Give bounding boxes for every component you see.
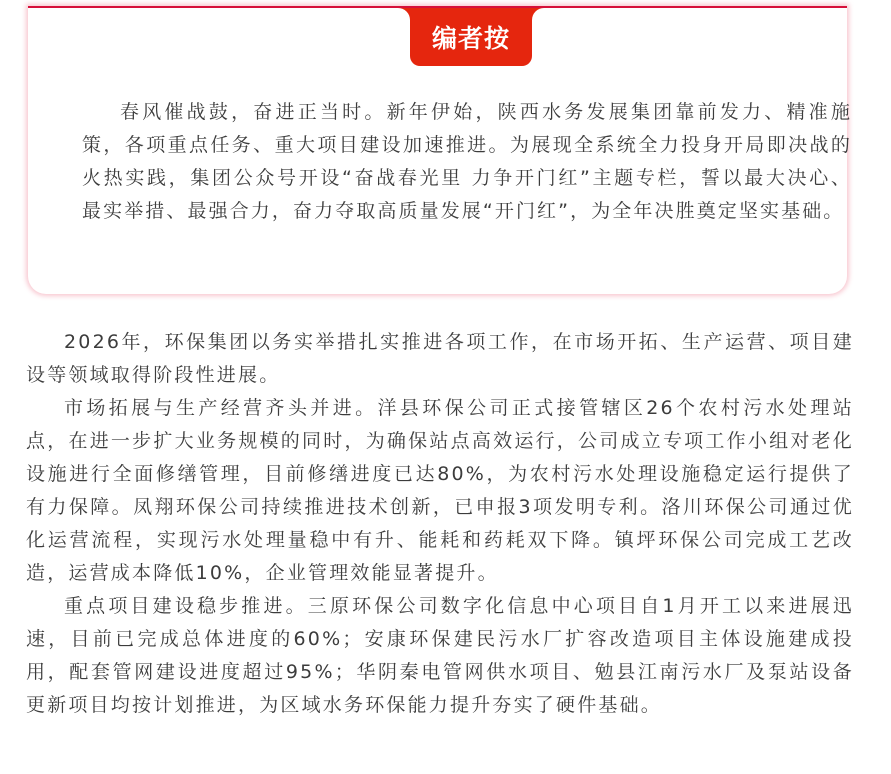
article-body: [26, 326, 854, 722]
editor-note-badge: [398, 8, 544, 66]
editor-note-badge-label: 编者按: [410, 8, 532, 66]
badge-flare-left: [398, 8, 410, 20]
badge-flare-right: [532, 8, 544, 20]
article-paragraph-market: 市场拓展与生产经营齐头并进。洋县环保公司正式接管辖区26个农村污水处理站点，在进一步扩大业务规模的同时，为确保站点高效运行，公司成立专项工作小组对老化设施进行全面修缮管理，目前修缮进度已达80%，为农村污水处理设施稳定运行提供了有力保障。凤翔环保公司持续推进技术创新，已申报3项发明专利。洛川环保公司通过优化运营流程，实现污水处理量稳中有升、能耗和药耗双下降。镇坪环保公司完成工艺改造，运营成本降低10%，企业管理效能显著提升。: [26, 397, 854, 584]
editor-note-card: [28, 6, 852, 294]
editor-note-text: 春风催战鼓，奋进正当时。新年伊始，陕西水务发展集团靠前发力、精准施策，各项重点任务、重大项目建设加速推进。为展现全系统全力投身开局即决战的火热实践，集团公众号开设“奋战春光里 力争开门红”主题专栏，誓以最大决心、最实举措、最强合力，奋力夺取高质量发展“开门红”，为全年决胜奠定坚实基础。: [82, 101, 852, 222]
article-paragraph-projects: 重点项目建设稳步推进。三原环保公司数字化信息中心项目自1月开工以来进展迅速，目前已完成总体进度的60%；安康环保建民污水厂扩容改造项目主体设施建成投用，配套管网建设进度超过95%；华阴秦电管网供水项目、勉县江南污水厂及泵站设备更新项目均按计划推进，为区域水务环保能力提升夯实了硬件基础。: [26, 595, 854, 716]
article-paragraph-intro: 2026年，环保集团以务实举措扎实推进各项工作，在市场开拓、生产运营、项目建设等领域取得阶段性进展。: [26, 331, 854, 386]
